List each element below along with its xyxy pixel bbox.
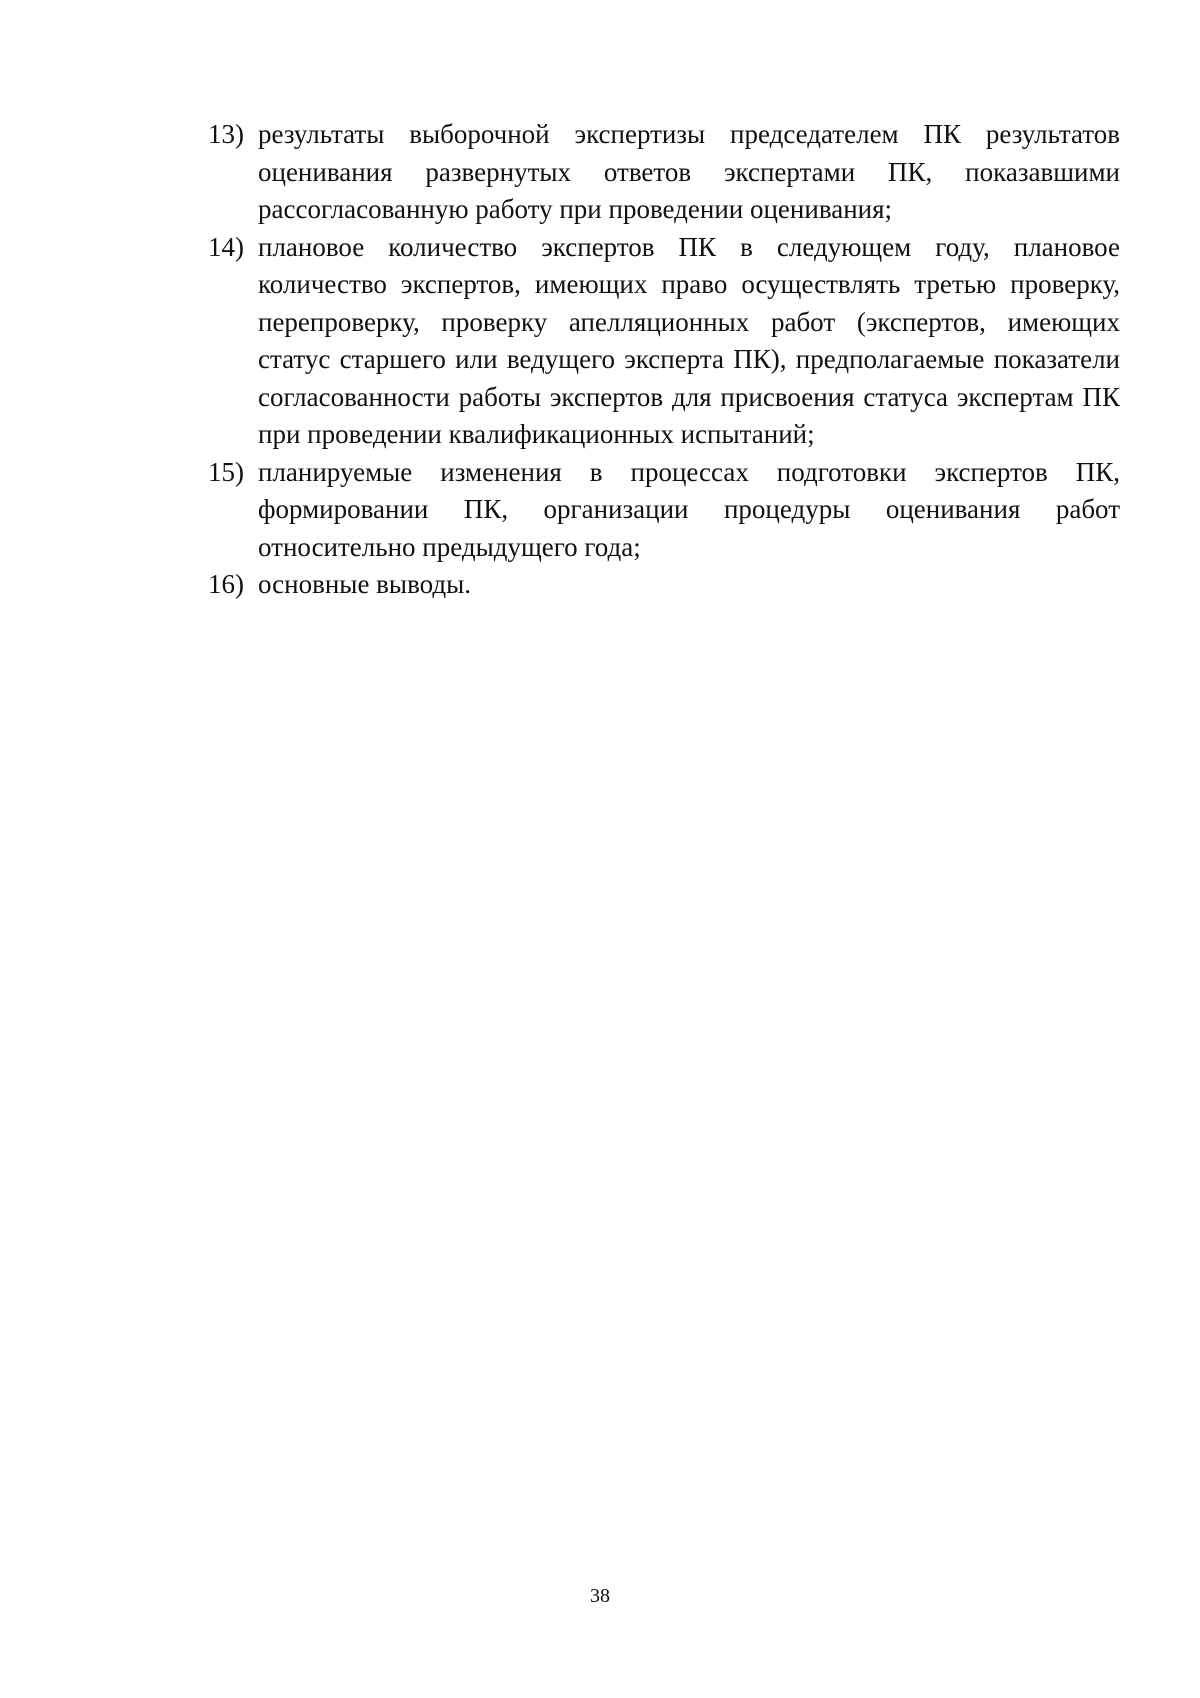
list-item-text: планируемые изменения в процессах подготовки экспертов ПК, формировании ПК, организации процедуры оценивания работ относительно предыдущего года;: [258, 456, 1120, 562]
list-item: [208, 229, 1120, 454]
list-item-number: 16): [208, 569, 244, 599]
list-item-number: 14): [208, 231, 244, 262]
list-item-number: 15): [208, 456, 244, 487]
list-item: [208, 454, 1120, 567]
page-number: 38: [590, 1585, 610, 1607]
list-item-text: плановое количество экспертов ПК в следующем году, плановое количество экспертов, имеющих право осуществлять третью проверку, перепроверку, проверку апелляционных работ (экспертов, имеющих статус старшего или ведущего эксперта ПК), предполагаемые показатели согласованности работы экспертов для присвоения статуса экспертам ПК при проведении квалификационных испытаний;: [258, 231, 1120, 449]
list-item: [208, 116, 1120, 229]
list-item-text: основные выводы.: [258, 569, 471, 599]
list-item-text: результаты выборочной экспертизы председателем ПК результатов оценивания развернутых ответов экспертами ПК, показавшими рассогласованную работу при проведении оценивания;: [258, 119, 1120, 224]
list-item-number: 13): [208, 119, 244, 149]
numbered-list: [208, 116, 1120, 604]
list-item: [208, 566, 1120, 604]
